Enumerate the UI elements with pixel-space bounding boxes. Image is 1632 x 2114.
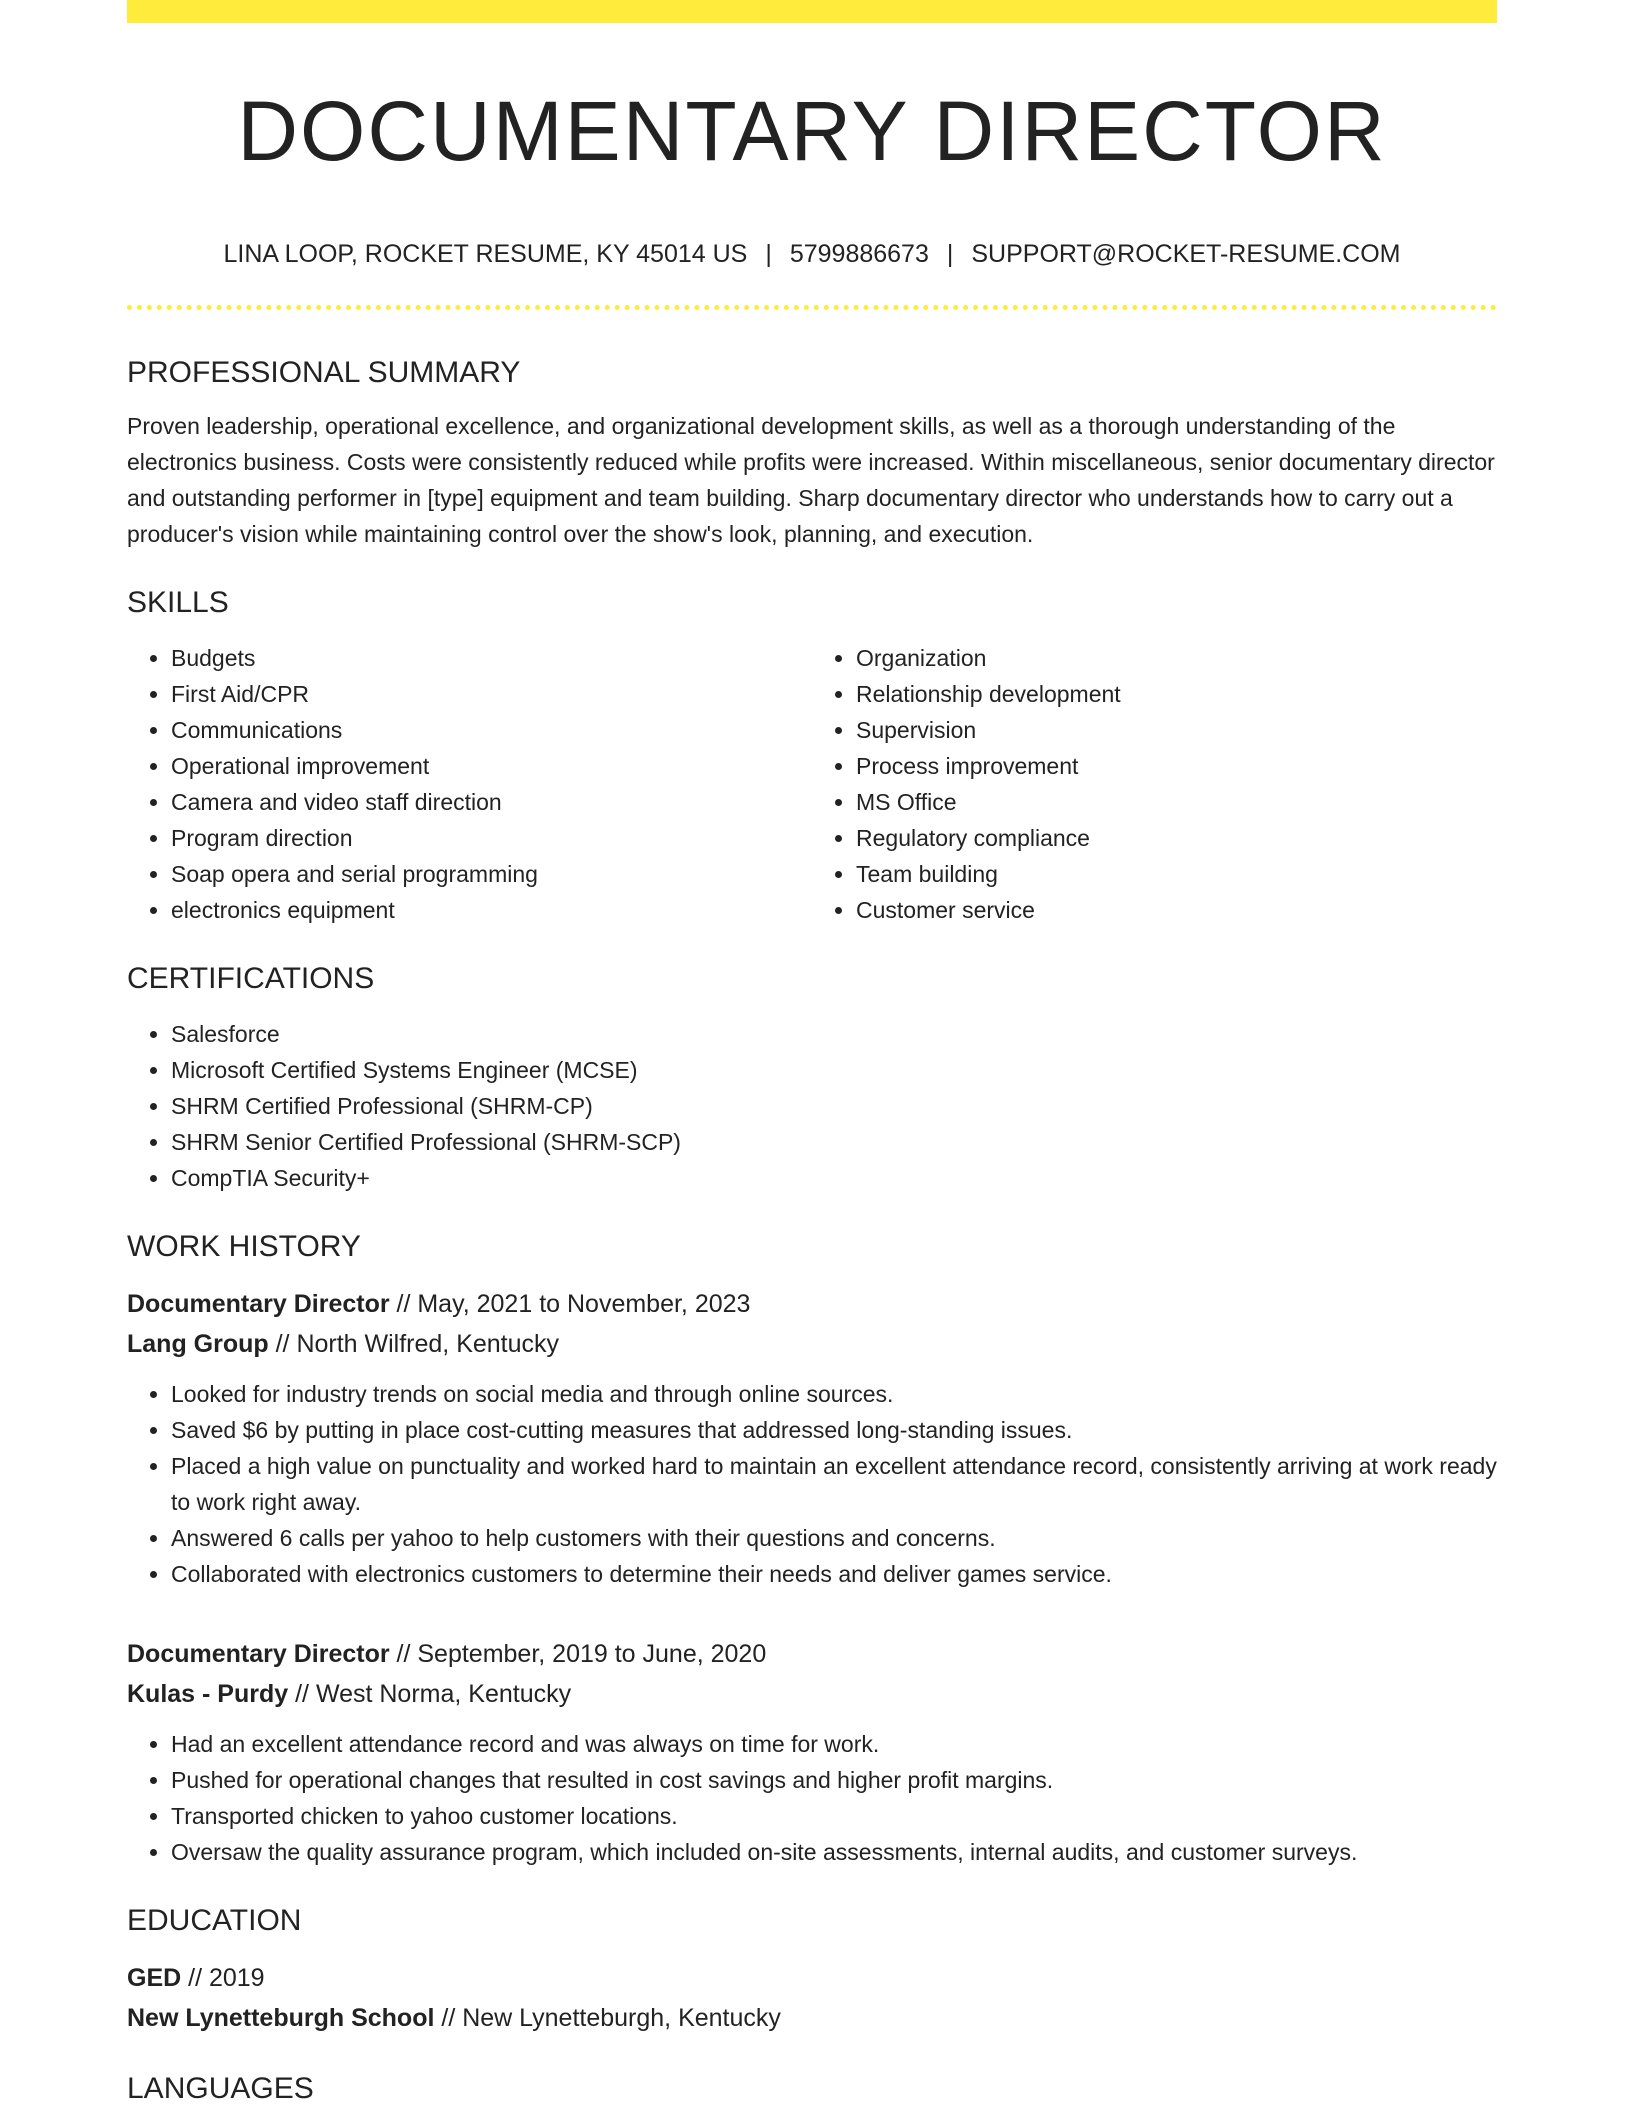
job-bullet: • Collaborated with electronics customers to determine their needs and deliver games service.: [171, 1556, 1497, 1592]
job-bullet: • Placed a high value on punctuality and worked hard to maintain an excellent attendance record, consistently arriving at work ready to work right away.: [171, 1448, 1497, 1520]
skill-item: • Regulatory compliance: [856, 820, 1497, 856]
job-bullets: [127, 1726, 1497, 1870]
certifications-section: [127, 954, 1497, 1196]
job-entry: [127, 1634, 1497, 1870]
skill-item: • Budgets: [171, 640, 812, 676]
skill-item: • Process improvement: [856, 748, 1497, 784]
skill-item: • Program direction: [171, 820, 812, 856]
job-title: Documentary Director: [127, 1640, 390, 1668]
job-company: Kulas - Purdy: [127, 1680, 289, 1708]
contact-email[interactable]: SUPPORT@ROCKET-RESUME.COM: [971, 240, 1401, 268]
skill-item: • Relationship development: [856, 676, 1497, 712]
certification-item: • Microsoft Certified Systems Engineer (MCSE): [171, 1052, 1497, 1088]
languages-section: [127, 2064, 1497, 2114]
degree-year: // 2019: [181, 1964, 265, 1992]
skills-columns: [127, 640, 1497, 928]
job-bullets: [127, 1376, 1497, 1592]
job-title-line: [127, 1284, 1497, 1324]
skill-item: • Soap opera and serial programming: [171, 856, 812, 892]
skills-section: [127, 578, 1497, 928]
job-location: // North Wilfred, Kentucky: [268, 1330, 560, 1358]
contact-separator: |: [946, 240, 954, 268]
skills-heading: SKILLS: [127, 586, 229, 619]
contact-address: LINA LOOP, ROCKET RESUME, KY 45014 US: [223, 240, 748, 268]
certifications-list: [127, 1016, 1497, 1196]
skill-item: • electronics equipment: [171, 892, 812, 928]
skill-item: • Communications: [171, 712, 812, 748]
job-bullet: • Transported chicken to yahoo customer locations.: [171, 1798, 1497, 1834]
skill-item: • Supervision: [856, 712, 1497, 748]
summary-text: Proven leadership, operational excellence, and organizational development skills, as well as a thorough understanding of the electronics business. Costs were consistently reduced while profits were increased. Within miscellaneous, senior documentary director and outstanding performer in [type] equipment and team building. Sharp documentary director who understands how to carry out a producer's vision while maintaining control over the show's look, planning, and execution.: [127, 413, 1495, 547]
job-title-line: [127, 1634, 1497, 1674]
skill-item: • Camera and video staff direction: [171, 784, 812, 820]
skill-item: • Team building: [856, 856, 1497, 892]
job-bullet: • Oversaw the quality assurance program, which included on-site assessments, internal audits, and customer surveys.: [171, 1834, 1497, 1870]
languages-heading: LANGUAGES: [127, 2072, 314, 2105]
job-dates: // September, 2019 to June, 2020: [389, 1640, 767, 1668]
degree: GED: [127, 1964, 182, 1992]
resume-body: [127, 348, 1497, 2114]
school-line: [127, 1998, 1497, 2038]
job-location: // West Norma, Kentucky: [288, 1680, 572, 1708]
skill-item: • Operational improvement: [171, 748, 812, 784]
education-section: [127, 1896, 1497, 2038]
skill-item: • Customer service: [856, 892, 1497, 928]
school-location: // New Lynetteburgh, Kentucky: [434, 2004, 781, 2032]
job-company: Lang Group: [127, 1330, 269, 1358]
certification-item: • SHRM Certified Professional (SHRM-CP): [171, 1088, 1497, 1124]
job-bullet: • Saved $6 by putting in place cost-cutting measures that addressed long-standing issues.: [171, 1412, 1497, 1448]
job-dates: // May, 2021 to November, 2023: [389, 1290, 751, 1318]
certification-item: • CompTIA Security+: [171, 1160, 1497, 1196]
work-history-section: [127, 1222, 1497, 1870]
contact-separator: |: [765, 240, 772, 268]
summary-section: [127, 348, 1497, 552]
job-company-line: [127, 1324, 1497, 1364]
job-title: Documentary Director: [127, 1290, 390, 1318]
certifications-heading: CERTIFICATIONS: [127, 962, 375, 995]
summary-heading: PROFESSIONAL SUMMARY: [127, 356, 521, 389]
skills-left-list: [127, 640, 812, 928]
contact-line: [127, 234, 1497, 274]
job-bullet: • Looked for industry trends on social media and through online sources.: [171, 1376, 1497, 1412]
education-heading: EDUCATION: [127, 1904, 302, 1937]
education-entry: [127, 1958, 1497, 2038]
degree-line: [127, 1958, 1497, 1998]
job-bullet: • Had an excellent attendance record and was always on time for work.: [171, 1726, 1497, 1762]
dotted-divider: [127, 305, 1497, 310]
certification-item: • SHRM Senior Certified Professional (SHRM-SCP): [171, 1124, 1497, 1160]
job-bullet: • Answered 6 calls per yahoo to help customers with their questions and concerns.: [171, 1520, 1497, 1556]
job-company-line: [127, 1674, 1497, 1714]
top-accent-bar: [127, 0, 1497, 23]
job-entry: [127, 1284, 1497, 1592]
contact-phone: 5799886673: [789, 240, 929, 268]
job-bullet: • Pushed for operational changes that resulted in cost savings and higher profit margins.: [171, 1762, 1497, 1798]
skill-item: • First Aid/CPR: [171, 676, 812, 712]
skill-item: • Organization: [856, 640, 1497, 676]
work-history-heading: WORK HISTORY: [127, 1230, 361, 1263]
certification-item: • Salesforce: [171, 1016, 1497, 1052]
school-name: New Lynetteburgh School: [127, 2004, 435, 2032]
skills-right-list: [812, 640, 1497, 928]
skill-item: • MS Office: [856, 784, 1497, 820]
resume-title: DOCUMENTARY DIRECTOR: [237, 84, 1387, 178]
